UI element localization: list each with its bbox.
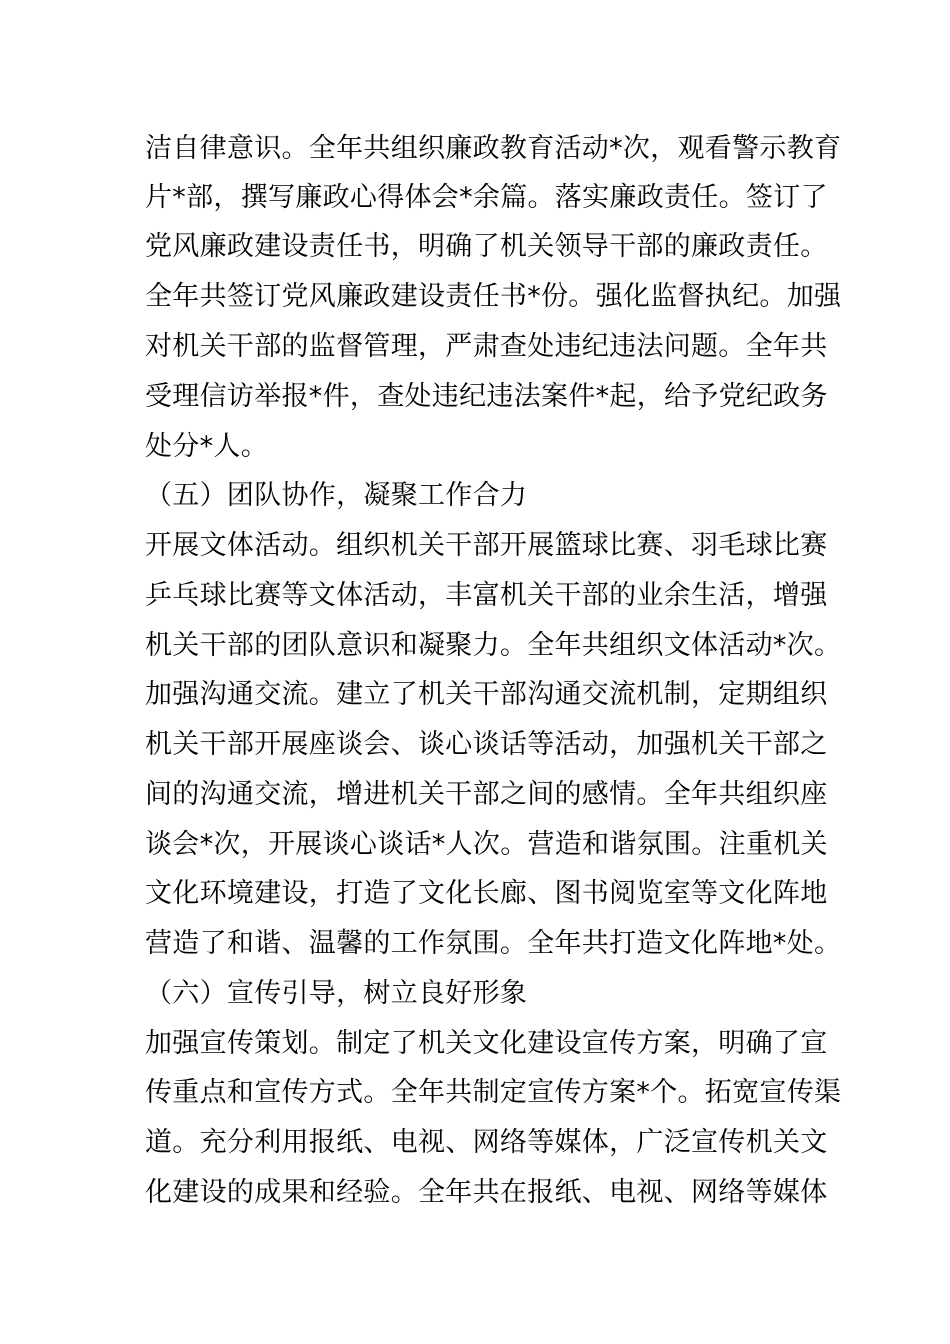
text-line: 化建设的成果和经验。全年共在报纸、电视、网络等媒体 [145,1177,828,1208]
text-line: 加强宣传策划。制定了机关文化建设宣传方案，明确了宣 [145,1028,828,1059]
text-line: 加强沟通交流。建立了机关干部沟通交流机制，定期组织 [145,679,828,710]
text-line: 党风廉政建设责任书，明确了机关领导干部的廉政责任。 [145,231,828,262]
text-line: 对机关干部的监督管理，严肃查处违纪违法问题。全年共 [145,331,828,362]
text-line: 受理信访举报*件，查处违纪违法案件*起，给予党纪政务 [145,381,828,412]
text-line: 处分*人。 [145,431,268,462]
text-line: 洁自律意识。全年共组织廉政教育活动*次，观看警示教育 [145,133,842,164]
text-line: 营造了和谐、温馨的工作氛围。全年共打造文化阵地*处。 [145,928,842,959]
text-line: 间的沟通交流，增进机关干部之间的感情。全年共组织座 [145,779,828,810]
text-line: 机关干部开展座谈会、谈心谈话等活动，加强机关干部之 [145,729,828,760]
text-line: 开展文体活动。组织机关干部开展篮球比赛、羽毛球比赛 [145,530,828,561]
text-line: 片*部，撰写廉政心得体会*余篇。落实廉政责任。签订了 [145,182,828,213]
text-line: 机关干部的团队意识和凝聚力。全年共组织文体活动*次。 [145,630,842,661]
text-line: 乒乓球比赛等文体活动，丰富机关干部的业余生活，增强 [145,580,828,611]
section-heading: （六）宣传引导，树立良好形象 [145,978,528,1009]
text-line: 谈会*次，开展谈心谈话*人次。营造和谐氛围。注重机关 [145,829,828,860]
text-line: 全年共签订党风廉政建设责任书*份。强化监督执纪。加强 [145,281,842,312]
section-heading: （五）团队协作，凝聚工作合力 [145,480,528,511]
text-line: 道。充分利用报纸、电视、网络等媒体，广泛宣传机关文 [145,1127,828,1158]
text-line: 文化环境建设，打造了文化长廊、图书阅览室等文化阵地 [145,878,828,909]
text-line: 传重点和宣传方式。全年共制定宣传方案*个。拓宽宣传渠 [145,1077,842,1108]
